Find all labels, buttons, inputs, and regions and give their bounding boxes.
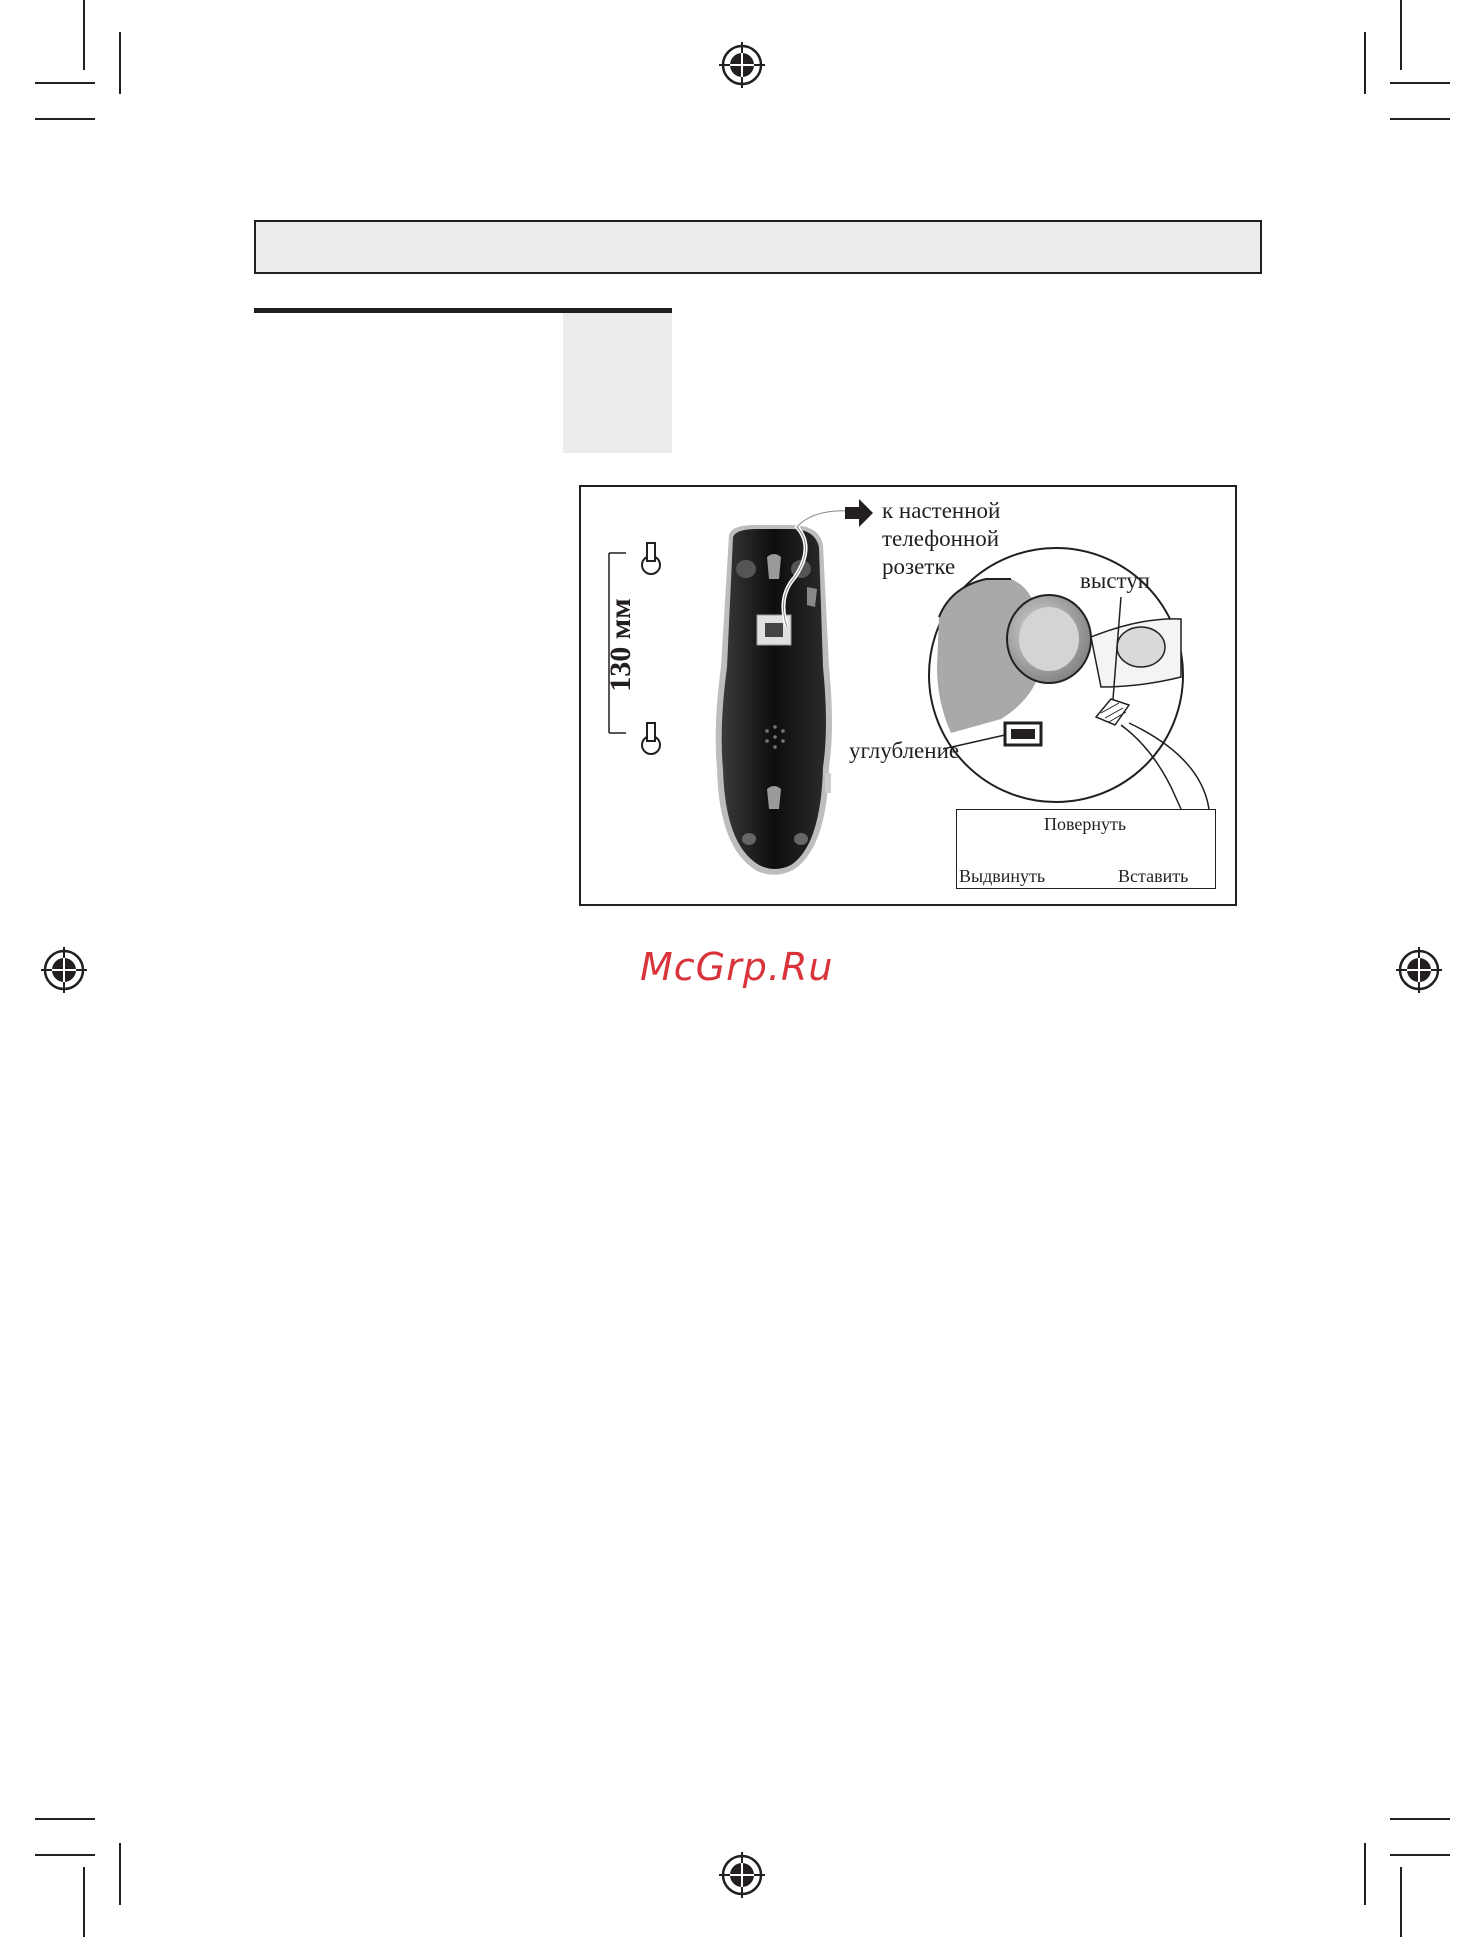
crop-mark <box>1390 1818 1450 1820</box>
crop-mark <box>35 118 95 120</box>
crop-mark <box>1390 82 1450 84</box>
crop-mark <box>83 1867 85 1937</box>
crop-mark <box>1400 1867 1402 1937</box>
crop-mark <box>35 1854 95 1856</box>
wall-socket-label-line-2: телефонной <box>882 526 1000 551</box>
crop-mark <box>1390 1854 1450 1856</box>
crop-mark <box>119 1843 121 1905</box>
crop-mark <box>1364 1843 1366 1905</box>
crop-mark <box>1390 118 1450 120</box>
step-pull-out-label: Выдвинуть <box>959 866 1046 886</box>
registration-mark-icon <box>717 1850 767 1900</box>
registration-mark-icon <box>1394 945 1444 995</box>
watermark-text: McGrp.Ru <box>640 945 834 989</box>
crop-mark <box>35 82 95 84</box>
wall-socket-label-line-1: к настенной <box>882 498 1001 523</box>
arrow-right-icon <box>845 499 873 527</box>
tab-label: выступ <box>1080 568 1151 593</box>
header-band <box>254 220 1262 274</box>
registration-mark-icon <box>39 945 89 995</box>
recess-label: углубление <box>849 738 960 763</box>
crop-mark <box>1364 32 1366 94</box>
crop-mark <box>119 32 121 94</box>
registration-mark-icon <box>717 40 767 90</box>
wall-socket-label-line-3: розетке <box>882 554 956 579</box>
distance-label: 130 мм <box>604 598 637 692</box>
crop-mark <box>35 1818 95 1820</box>
crop-mark <box>83 0 85 70</box>
phone-back-image <box>716 511 851 875</box>
section-tab <box>563 313 672 453</box>
step-insert-label: Вставить <box>1118 866 1189 886</box>
wall-mount-figure <box>579 485 1237 906</box>
crop-mark <box>1400 0 1402 70</box>
step-rotate-label: Повернуть <box>1044 814 1127 834</box>
detail-magnifier <box>929 548 1209 809</box>
